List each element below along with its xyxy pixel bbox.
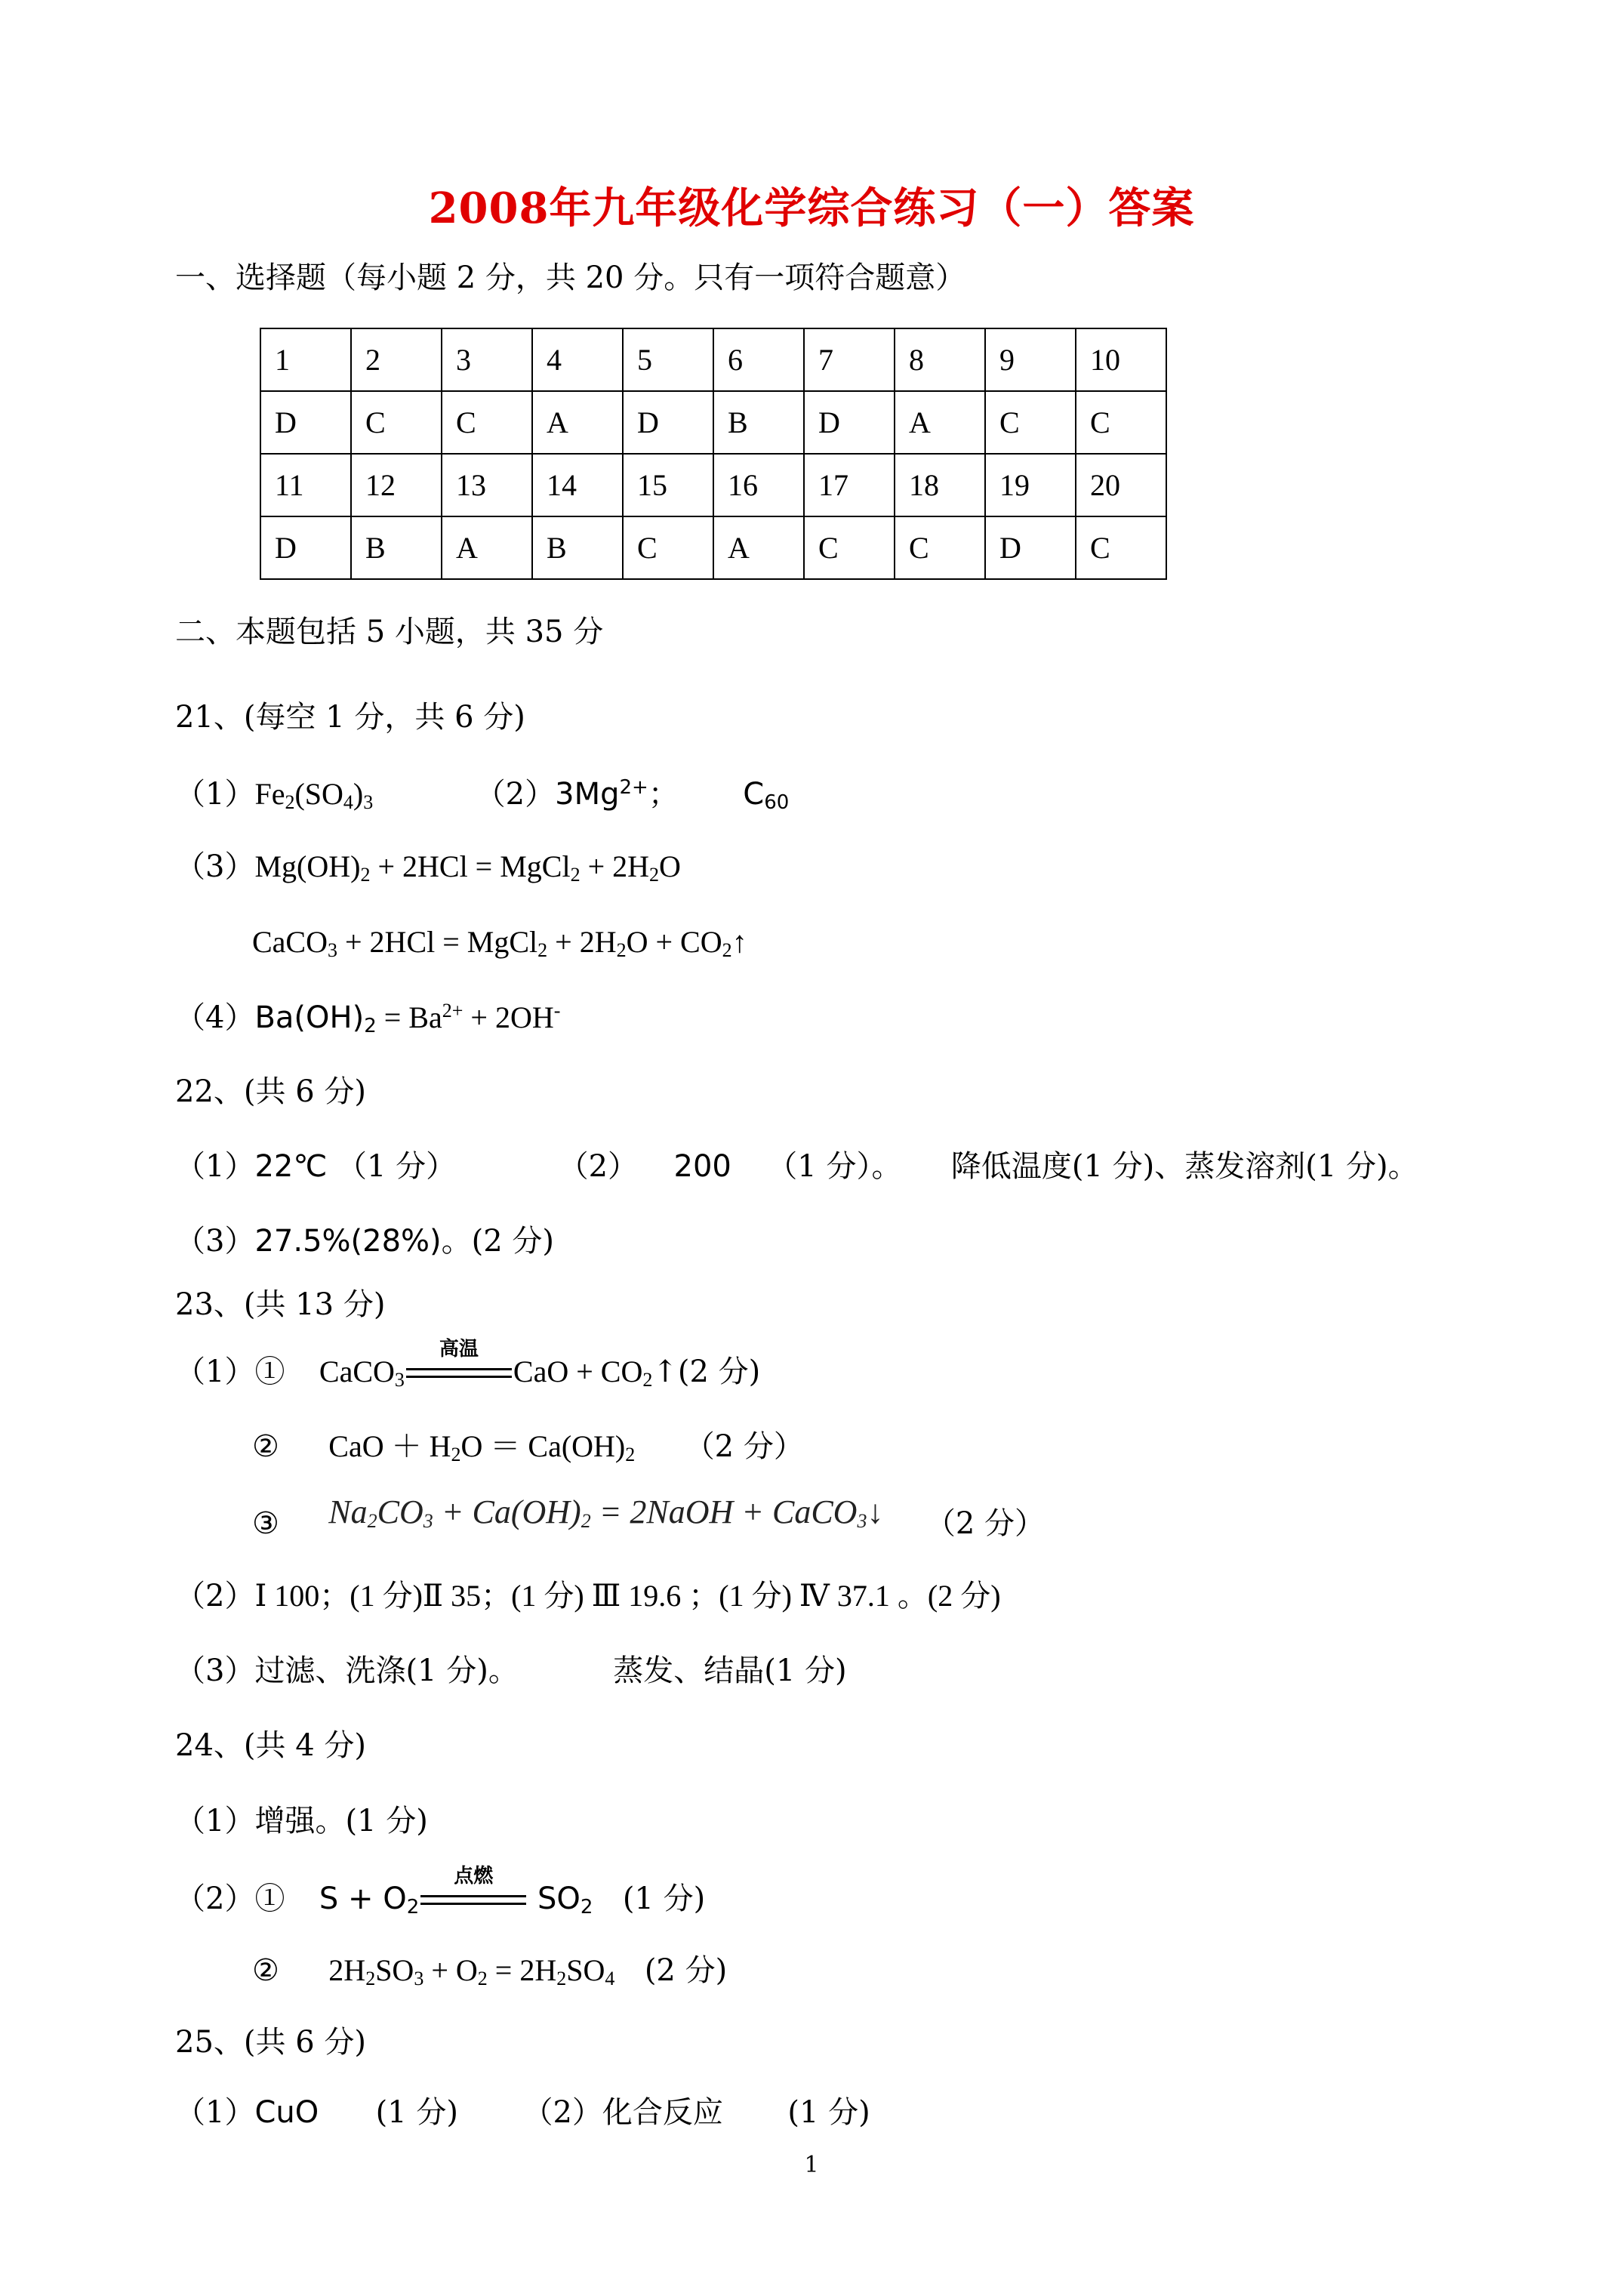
percent-value: 27.5%(28%) [254,1224,442,1259]
q25-line-1 [175,2097,870,2128]
table-cell: 16 [713,454,804,516]
high-temperature-condition [406,1338,512,1389]
sup: 2+ [619,776,648,799]
sub: 4 [343,791,353,813]
q21-l1-prefix: （1） [175,777,255,812]
eq-part: + 2H [580,849,650,883]
q21-heading: 21、(每空 1 分，共 6 分) [175,700,525,735]
eq-part: Ba(OH) [254,1000,365,1035]
table-cell: D [804,391,895,454]
eq-part: 2H [328,1953,366,1987]
table-cell: A [895,391,985,454]
q21-l4-prefix: （4） [175,1000,255,1035]
q23-line-5 [175,1653,847,1688]
sub: 2 [649,864,660,886]
semicolon: ； [648,777,679,812]
q24-heading: 24、(共 4 分) [175,1728,366,1763]
table-row [260,328,1166,391]
table-cell: 11 [260,454,351,516]
table-cell: C [1076,391,1166,454]
table-cell: B [532,516,623,579]
eq-part: O ＝ Ca(OH) [460,1429,626,1463]
q21-l1-b-prefix: （2） [475,777,556,812]
q24-line-1 [175,1806,428,1836]
sub: 2 [642,1369,653,1391]
table-row [260,454,1166,516]
table-cell: 19 [985,454,1076,516]
sub: 2 [581,1510,591,1532]
table-cell: C [985,391,1076,454]
q24-line-3 [252,1955,727,1989]
q21-l2-prefix: （3） [175,849,255,884]
table-cell: D [260,516,351,579]
q25-l1-c-prefix: （2） [522,2095,602,2130]
answer-table [260,328,1167,580]
q22-line-1 [175,1151,1418,1182]
table-cell: 8 [895,328,985,391]
q25-heading: 25、(共 6 分) [175,2025,366,2060]
table-cell: 12 [351,454,442,516]
eq-part: SO [566,1953,605,1987]
score: (2 分) [644,1953,728,1988]
q23-line-2 [252,1429,804,1465]
mass-value: 200 [673,1149,731,1184]
score: (1 分) [622,1881,706,1916]
sub: 3 [363,791,374,813]
table-cell: C [804,516,895,579]
q22-line-2 [175,1224,555,1259]
sub: 2 [364,1015,377,1037]
eq-part: O [659,849,681,883]
q23-line-3 [252,1493,1046,1542]
eq-part: CaO + CO [513,1354,643,1388]
operations: 过滤、洗涤(1 分)。 [254,1653,519,1688]
methods: 降低温度(1 分)、蒸发溶剂(1 分)。 [950,1149,1418,1184]
sub: 60 [764,791,790,814]
sub: 3 [857,1510,867,1532]
table-cell: 2 [351,328,442,391]
eq-part: S + O [319,1881,407,1916]
sub: 2 [367,1510,377,1532]
table-cell: 15 [623,454,713,516]
table-cell: A [442,516,532,579]
q23-l3-prefix: ③ [252,1506,279,1541]
q23-heading: 23、(共 13 分) [175,1287,386,1322]
eq-part: = 2H [487,1953,557,1987]
sub: 3 [328,939,337,961]
ignite-condition [420,1865,526,1916]
score: （2 分） [684,1429,804,1464]
q24-line-2 [175,1865,706,1918]
sodium-carbonate-equation [328,1493,883,1530]
sub: 2 [556,1968,567,1989]
table-cell: 7 [804,328,895,391]
eq-part: + 2OH [463,1000,554,1034]
table-cell: C [895,516,985,579]
sup: - [553,1000,561,1022]
table-cell: 14 [532,454,623,516]
sub: 4 [605,1968,615,1989]
mg-ion: 3Mg [555,777,620,812]
score: （1 分）。 [767,1149,902,1184]
sub: 3 [394,1369,405,1391]
sub: 2 [477,1968,488,1989]
q21-line-4 [175,1001,560,1036]
sub: 2 [625,1444,636,1465]
eq-part: O + CO [626,925,722,959]
temperature-value: 22℃ [254,1149,328,1184]
eq-part: CO [377,1493,423,1530]
table-cell: 17 [804,454,895,516]
q24-l2-prefix: （2）① [175,1881,285,1916]
sub: 2 [570,864,581,886]
sub: 2 [406,1896,420,1918]
sub: 2 [580,1896,593,1918]
score: （1 分） [337,1149,457,1184]
table-cell: 1 [260,328,351,391]
q23-line-4 [175,1581,1001,1611]
score: (1 分) [787,2095,870,2130]
sub: 2 [722,939,732,961]
close-paren: ) [353,777,364,811]
formula: CuO [254,2095,319,2130]
q23-line-1 [175,1338,761,1391]
table-row [260,391,1166,454]
sub: 2 [537,939,548,961]
eq-part: SO [537,1881,581,1916]
eq-part: + 2H [547,925,617,959]
sub: 2 [616,939,627,961]
sub: 3 [423,1510,433,1532]
sub: 3 [414,1968,424,1989]
so-part: (SO [294,777,343,811]
page-number: 1 [804,2152,819,2178]
table-cell: 18 [895,454,985,516]
q22-heading: 22、(共 6 分) [175,1074,366,1109]
q21-line-1 [175,778,789,812]
q23-l5-prefix: （3） [175,1653,255,1688]
table-cell: 13 [442,454,532,516]
table-cell: C [351,391,442,454]
sub: 2 [360,864,371,886]
table-cell: 4 [532,328,623,391]
q22-l2-prefix: （3） [175,1224,255,1259]
q23-l4-prefix: （2） [175,1579,255,1613]
section-1-heading: 一、选择题（每小题 2 分，共 20 分。只有一项符合题意） [175,260,966,295]
table-cell: D [623,391,713,454]
table-cell: 3 [442,328,532,391]
table-cell: C [442,391,532,454]
eq-part: CaCO [252,925,328,959]
condition-label: 高温 [439,1338,479,1361]
down-arrow-icon: ↓ [867,1493,884,1530]
page-title: 2008年九年级化学综合练习（一）答案 [428,183,1195,233]
sub: 2 [285,791,295,813]
arrow-and-score: ↑(2 分) [652,1354,761,1389]
score: (1 分) [375,2095,459,2130]
q23-l1-prefix: （1）① [175,1354,285,1389]
fe-symbol: Fe [254,777,285,811]
operations: 蒸发、结晶(1 分) [613,1653,847,1688]
table-cell: 6 [713,328,804,391]
table-cell: 20 [1076,454,1166,516]
q24-l3-prefix: ② [252,1953,279,1988]
q23-l2-prefix: ② [252,1429,279,1464]
q21-line-3 [252,927,747,960]
eq-part: SO [375,1953,414,1987]
eq-part: + O [423,1953,478,1987]
condition-label: 点燃 [454,1865,494,1888]
sup: 2+ [442,1000,463,1022]
q22-l1-c-prefix: （2） [558,1149,639,1184]
eq-part: + 2HCl = MgCl [370,849,571,883]
eq-part: = Ba [376,1000,442,1034]
q24-l1-prefix: （1） [175,1804,255,1838]
sub: 2 [365,1968,376,1989]
table-cell: D [260,391,351,454]
c60: C [743,777,765,812]
eq-part: Na [328,1493,368,1530]
sub: 2 [451,1444,461,1465]
table-cell: 5 [623,328,713,391]
q21-line-2 [175,849,681,886]
table-cell: 9 [985,328,1076,391]
eq-part: + Ca(OH) [433,1493,581,1530]
answer: 增强。(1 分) [254,1804,428,1838]
table-cell: A [532,391,623,454]
table-cell: D [985,516,1076,579]
table-cell: C [623,516,713,579]
table-cell: 10 [1076,328,1166,391]
values-list: Ⅰ 100；(1 分)Ⅱ 35；(1 分) Ⅲ 19.6 ；(1 分) Ⅳ 37.1 。(2 分) [254,1579,1001,1613]
eq-part: = 2NaOH + CaCO [590,1493,858,1530]
reaction-type: 化合反应 [602,2095,723,2130]
table-cell: C [1076,516,1166,579]
score: 。(2 分) [441,1224,555,1259]
eq-part: Mg(OH) [254,849,361,883]
table-cell: B [351,516,442,579]
q22-l1-prefix: （1） [175,1149,255,1184]
table-cell: A [713,516,804,579]
q25-l1-prefix: （1） [175,2095,255,2130]
section-2-heading: 二、本题包括 5 小题，共 35 分 [175,615,604,649]
table-cell: B [713,391,804,454]
table-row [260,516,1166,579]
eq-part: + 2HCl = MgCl [337,925,538,959]
eq-part: CaO ＋ H [328,1429,451,1463]
up-arrow-icon: ↑ [731,925,747,959]
eq-part: CaCO [319,1354,395,1388]
score: （2 分） [925,1506,1046,1541]
